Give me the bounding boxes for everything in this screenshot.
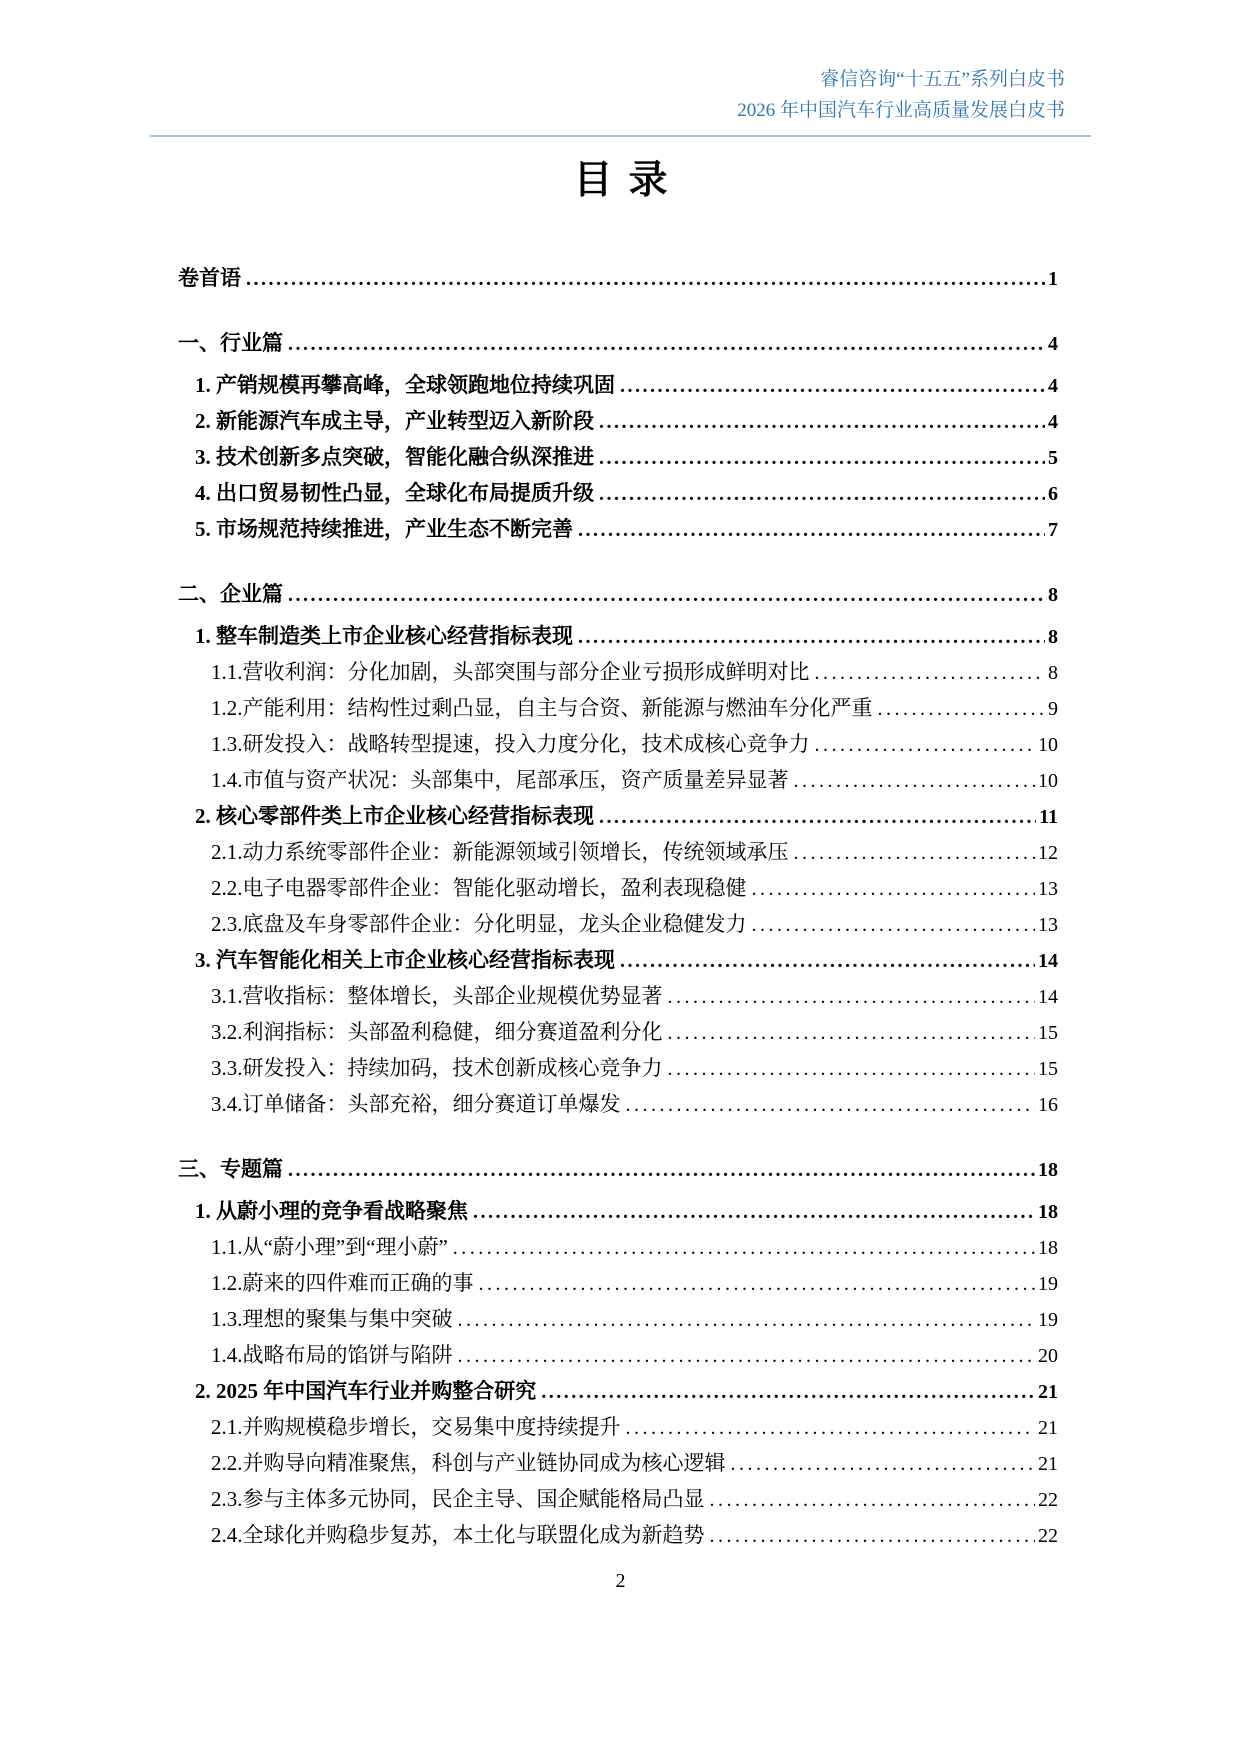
toc-page-number: 19 xyxy=(1038,1273,1058,1295)
toc-page-number: 10 xyxy=(1038,734,1058,756)
header-report-title: 2026 年中国汽车行业高质量发展白皮书 xyxy=(737,100,1065,121)
toc-entry-text: 2. 2025 年中国汽车行业并购整合研究 xyxy=(195,1379,537,1403)
page-header xyxy=(150,0,1091,137)
toc-leader-dots xyxy=(668,1051,1036,1087)
toc-page-number: 15 xyxy=(1038,1022,1058,1044)
toc-page-number: 16 xyxy=(1038,1094,1058,1116)
toc-entry[interactable] xyxy=(178,368,1058,404)
toc-entry-text: 3. 汽车智能化相关上市企业核心经营指标表现 xyxy=(195,948,615,972)
toc-leader-dots xyxy=(794,835,1036,871)
toc-entry-text: 1. 从蔚小理的竞争看战略聚焦 xyxy=(195,1199,468,1223)
toc-leader-dots xyxy=(710,1518,1036,1554)
toc-leader-dots xyxy=(599,799,1036,835)
toc-page-number: 8 xyxy=(1048,584,1058,606)
toc-entry-text: 3.3.研发投入：持续加码，技术创新成核心竞争力 xyxy=(211,1056,663,1080)
toc-entry[interactable] xyxy=(178,871,1058,907)
toc-entry[interactable] xyxy=(178,1152,1058,1188)
toc-leader-dots xyxy=(473,1194,1035,1230)
toc-page-number: 12 xyxy=(1038,842,1058,864)
toc-entry-text: 二、企业篇 xyxy=(178,582,283,606)
toc-leader-dots xyxy=(878,691,1046,727)
toc-entry[interactable] xyxy=(178,907,1058,943)
toc-title: 目录 xyxy=(573,159,684,202)
toc-entry[interactable] xyxy=(178,577,1058,613)
toc-page-number: 11 xyxy=(1039,806,1058,828)
toc-page-number: 21 xyxy=(1038,1381,1058,1403)
toc-page-number: 6 xyxy=(1048,483,1058,505)
toc-page-number: 18 xyxy=(1038,1201,1058,1223)
toc-leader-dots xyxy=(246,261,1045,297)
toc-entry[interactable] xyxy=(178,1410,1058,1446)
toc-entry-text: 1. 整车制造类上市企业核心经营指标表现 xyxy=(195,624,573,648)
toc-page-number: 21 xyxy=(1038,1453,1058,1475)
toc-entry[interactable] xyxy=(178,799,1058,835)
toc-leader-dots xyxy=(479,1266,1036,1302)
toc-leader-dots xyxy=(710,1482,1036,1518)
toc-page-number: 20 xyxy=(1038,1345,1058,1367)
toc-leader-dots xyxy=(578,619,1045,655)
toc-entry[interactable] xyxy=(178,727,1058,763)
toc-page-number: 22 xyxy=(1038,1525,1058,1547)
toc-leader-dots xyxy=(288,326,1045,362)
toc-leader-dots xyxy=(794,763,1036,799)
toc-entry[interactable] xyxy=(178,1374,1058,1410)
toc-page-number: 19 xyxy=(1038,1309,1058,1331)
toc-entry[interactable] xyxy=(178,763,1058,799)
toc-entry[interactable] xyxy=(178,404,1058,440)
toc-leader-dots xyxy=(620,368,1045,404)
toc-leader-dots xyxy=(752,907,1036,943)
toc-leader-dots xyxy=(578,512,1045,548)
toc-entry[interactable] xyxy=(178,1338,1058,1374)
toc-entry[interactable] xyxy=(178,655,1058,691)
toc-entry-text: 1.3.理想的聚集与集中突破 xyxy=(211,1307,453,1331)
toc-entry-text: 三、专题篇 xyxy=(178,1157,283,1181)
toc-entry[interactable] xyxy=(178,440,1058,476)
toc-entry[interactable] xyxy=(178,476,1058,512)
toc-page-number: 14 xyxy=(1038,986,1058,1008)
toc-entry-text: 2.3.参与主体多元协同，民企主导、国企赋能格局凸显 xyxy=(211,1487,705,1511)
toc-page-number: 9 xyxy=(1048,698,1058,720)
toc-entry-text: 3.1.营收指标：整体增长，头部企业规模优势显著 xyxy=(211,984,663,1008)
toc-entry-text: 3.4.订单储备：头部充裕，细分赛道订单爆发 xyxy=(211,1092,621,1116)
toc-entry-text: 1.3.研发投入：战略转型提速，投入力度分化，技术成核心竞争力 xyxy=(211,732,810,756)
toc-entry[interactable] xyxy=(178,1302,1058,1338)
toc-page-number: 4 xyxy=(1048,375,1058,397)
toc-leader-dots xyxy=(752,871,1036,907)
toc-entry[interactable] xyxy=(178,261,1058,297)
toc-leader-dots xyxy=(458,1338,1036,1374)
toc-leader-dots xyxy=(599,440,1045,476)
toc-leader-dots xyxy=(668,979,1036,1015)
toc-entry-text: 2.2.电子电器零部件企业：智能化驱动增长，盈利表现稳健 xyxy=(211,876,747,900)
toc-entry[interactable] xyxy=(178,943,1058,979)
toc-entry[interactable] xyxy=(178,1518,1058,1554)
toc-entry[interactable] xyxy=(178,1446,1058,1482)
toc-entry-text: 2.3.底盘及车身零部件企业：分化明显，龙头企业稳健发力 xyxy=(211,912,747,936)
toc-leader-dots xyxy=(668,1015,1036,1051)
toc-leader-dots xyxy=(541,1374,1035,1410)
toc-page-number: 7 xyxy=(1048,519,1058,541)
toc-entry[interactable] xyxy=(178,1266,1058,1302)
toc-entry-text: 1.4.市值与资产状况：头部集中，尾部承压，资产质量差异显著 xyxy=(211,768,789,792)
toc-leader-dots xyxy=(626,1410,1036,1446)
toc-entry[interactable] xyxy=(178,1194,1058,1230)
toc-entry-text: 2.1.并购规模稳步增长，交易集中度持续提升 xyxy=(211,1415,621,1439)
toc-leader-dots xyxy=(815,727,1036,763)
toc-page-number: 1 xyxy=(1048,268,1058,290)
toc-entry[interactable] xyxy=(178,1015,1058,1051)
toc-entry[interactable] xyxy=(178,1051,1058,1087)
toc-list xyxy=(178,261,1058,1554)
toc-page-number: 21 xyxy=(1038,1417,1058,1439)
toc-entry-text: 1.1.营收利润：分化加剧，头部突围与部分企业亏损形成鲜明对比 xyxy=(211,660,810,684)
toc-entry-text: 1.4.战略布局的馅饼与陷阱 xyxy=(211,1343,453,1367)
toc-page-number: 10 xyxy=(1038,770,1058,792)
toc-page-number: 15 xyxy=(1038,1058,1058,1080)
toc-entry[interactable] xyxy=(178,1087,1058,1123)
toc-entry-text: 2.4.全球化并购稳步复苏，本土化与联盟化成为新趋势 xyxy=(211,1523,705,1547)
toc-entry[interactable] xyxy=(178,619,1058,655)
header-series-title: 睿信咨询“十五五”系列白皮书 xyxy=(820,69,1065,90)
toc-entry-text: 1. 产销规模再攀高峰，全球领跑地位持续巩固 xyxy=(195,373,615,397)
toc-entry-text: 2.2.并购导向精准聚焦，科创与产业链协同成为核心逻辑 xyxy=(211,1451,726,1475)
toc-leader-dots xyxy=(626,1087,1036,1123)
toc-leader-dots xyxy=(599,404,1045,440)
toc-entry-text: 4. 出口贸易韧性凸显，全球化布局提质升级 xyxy=(195,481,594,505)
toc-entry[interactable] xyxy=(178,1230,1058,1266)
toc-entry-text: 3. 技术创新多点突破，智能化融合纵深推进 xyxy=(195,445,594,469)
toc-entry-text: 一、行业篇 xyxy=(178,331,283,355)
toc-entry[interactable] xyxy=(178,1482,1058,1518)
toc-leader-dots xyxy=(288,1152,1035,1188)
toc-leader-dots xyxy=(620,943,1035,979)
toc-entry-text: 5. 市场规范持续推进，产业生态不断完善 xyxy=(195,517,573,541)
toc-leader-dots xyxy=(288,577,1045,613)
toc-page-number: 13 xyxy=(1038,878,1058,900)
toc-leader-dots xyxy=(458,1302,1036,1338)
toc-entry-text: 1.2.蔚来的四件难而正确的事 xyxy=(211,1271,474,1295)
toc-entry[interactable] xyxy=(178,326,1058,362)
toc-entry-text: 2.1.动力系统零部件企业：新能源领域引领增长，传统领域承压 xyxy=(211,840,789,864)
toc-entry-text: 2. 新能源汽车成主导，产业转型迈入新阶段 xyxy=(195,409,594,433)
toc-page-number: 22 xyxy=(1038,1489,1058,1511)
toc-page-number: 14 xyxy=(1038,950,1058,972)
toc-entry[interactable] xyxy=(178,979,1058,1015)
toc-entry[interactable] xyxy=(178,691,1058,727)
toc-page-number: 13 xyxy=(1038,914,1058,936)
toc-page-number: 8 xyxy=(1048,662,1058,684)
toc-page-number: 18 xyxy=(1038,1159,1058,1181)
toc-entry-text: 卷首语 xyxy=(178,266,241,290)
toc-leader-dots xyxy=(731,1446,1036,1482)
toc-entry[interactable] xyxy=(178,835,1058,871)
toc-page-number: 4 xyxy=(1048,333,1058,355)
toc-entry[interactable] xyxy=(178,512,1058,548)
toc-entry-text: 1.1.从“蔚小理”到“理小蔚” xyxy=(211,1235,448,1259)
toc-leader-dots xyxy=(815,655,1046,691)
toc-entry-text: 3.2.利润指标：头部盈利稳健，细分赛道盈利分化 xyxy=(211,1020,663,1044)
toc-page-number: 8 xyxy=(1048,626,1058,648)
toc-leader-dots xyxy=(453,1230,1035,1266)
toc-entry-text: 2. 核心零部件类上市企业核心经营指标表现 xyxy=(195,804,594,828)
toc-leader-dots xyxy=(599,476,1045,512)
toc-entry-text: 1.2.产能利用：结构性过剩凸显，自主与合资、新能源与燃油车分化严重 xyxy=(211,696,873,720)
footer-page-number: 2 xyxy=(615,1570,626,1592)
toc-page-number: 4 xyxy=(1048,411,1058,433)
toc-page-number: 18 xyxy=(1038,1237,1058,1259)
toc-page-number: 5 xyxy=(1048,447,1058,469)
